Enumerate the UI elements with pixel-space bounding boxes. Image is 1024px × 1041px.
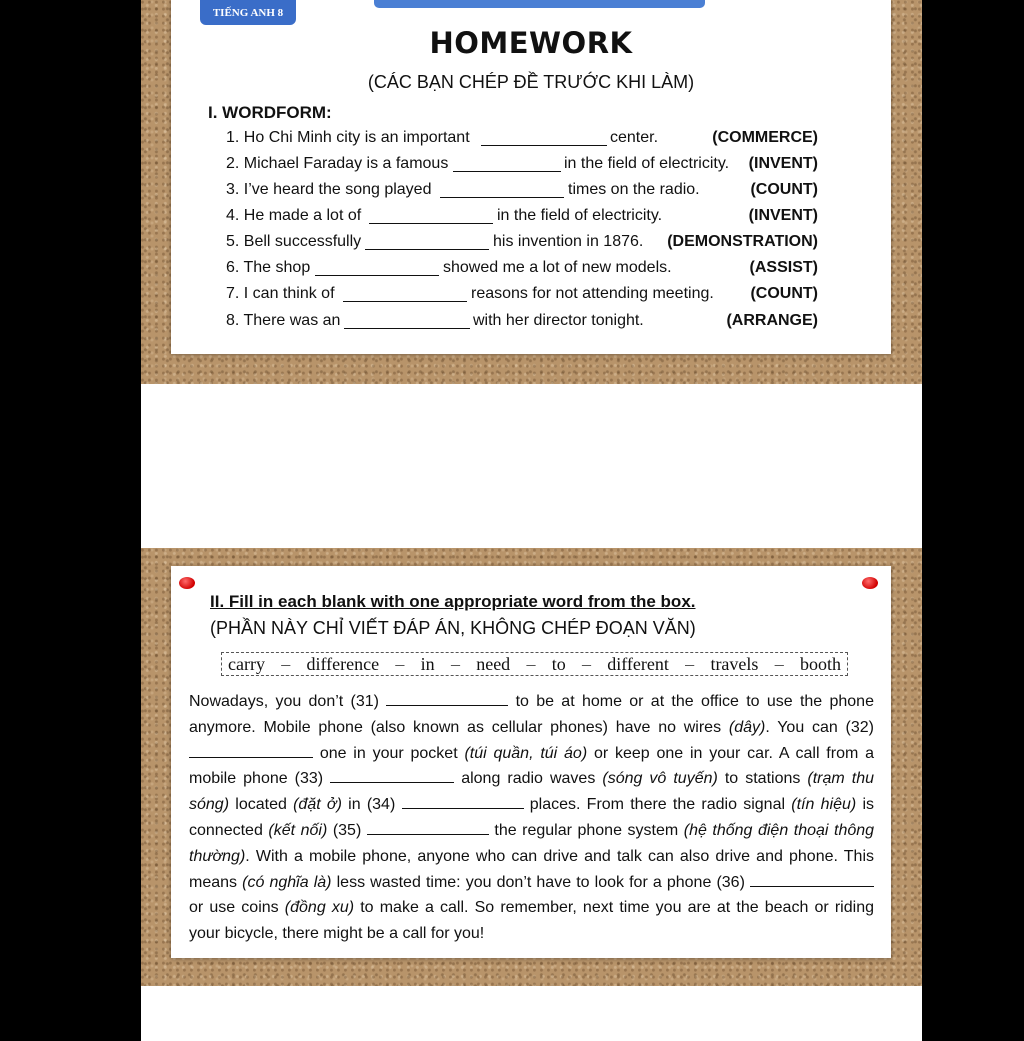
- passage-text: or use coins: [189, 899, 279, 917]
- root-word: (DEMONSTRATION): [667, 233, 818, 250]
- word-box: [221, 652, 848, 676]
- word-option: in: [420, 653, 435, 674]
- item-text-after: center.: [610, 129, 659, 146]
- vietnamese-gloss: (tín hiệu): [791, 796, 857, 814]
- passage-text: to stations: [724, 770, 801, 788]
- word-option: booth: [799, 653, 841, 674]
- pushpin-icon: [179, 577, 195, 589]
- passage-text: located: [235, 796, 287, 814]
- item-text-before: 3. I’ve heard the song played: [226, 181, 432, 198]
- item-text-after: reasons for not attending meeting.: [471, 285, 714, 302]
- root-word: (INVENT): [748, 207, 818, 224]
- answer-blank: [402, 794, 524, 809]
- header-bar: [374, 0, 705, 8]
- vietnamese-gloss: (túi quần, túi áo): [464, 744, 588, 762]
- vietnamese-gloss: (đặt ở): [293, 796, 342, 814]
- wordform-item: [226, 312, 818, 334]
- page-title: HOMEWORK: [429, 26, 633, 60]
- pushpin-icon: [862, 577, 878, 589]
- word-separator: –: [685, 653, 695, 674]
- answer-blank: [189, 743, 313, 758]
- item-text-before: 8. There was an: [226, 312, 341, 329]
- answer-blank: [344, 314, 470, 334]
- root-word: (INVENT): [748, 155, 818, 172]
- word-option: travels: [710, 653, 759, 674]
- answer-blank: [750, 872, 874, 887]
- passage-text: (35): [332, 821, 362, 839]
- root-word: (COMMERCE): [712, 129, 818, 146]
- word-option: carry: [228, 653, 265, 674]
- item-text-after: in the field of electricity.: [564, 155, 730, 172]
- answer-blank: [367, 820, 489, 835]
- passage-text: . With a mobile phone, anyone who can drive and talk can also drive and phone. This means: [189, 847, 874, 891]
- item-text-before: 2. Michael Faraday is a famous: [226, 155, 449, 172]
- passage-text: the regular phone system: [494, 821, 679, 839]
- item-text-before: 6. The shop: [226, 259, 311, 276]
- item-text-after: with her director tonight.: [473, 312, 644, 329]
- answer-blank: [453, 157, 561, 177]
- passage-text: Nowadays, you don’t (31): [189, 693, 379, 710]
- word-separator: –: [526, 653, 536, 674]
- answer-blank: [315, 261, 439, 281]
- item-text-before: 7. I can think of: [226, 285, 335, 302]
- wordform-item: [226, 181, 818, 203]
- item-text-after: in the field of electricity.: [497, 207, 663, 224]
- answer-blank: [440, 183, 564, 203]
- passage-text: or keep one in your car. A call from a mobile phone (33): [189, 744, 874, 788]
- word-option: to: [551, 653, 566, 674]
- passage-text: in (34): [348, 796, 396, 814]
- passage-text: is connected: [189, 796, 874, 839]
- vietnamese-gloss: (đồng xu): [284, 899, 355, 917]
- cloze-passage: [189, 689, 874, 947]
- word-option: need: [476, 653, 511, 674]
- passage-text: to be at home or at the office to use the phone anymore. Mobile phone (also known as cellular phones) have no wires: [189, 693, 874, 736]
- passage-text: to make a call. So remember, next time you are at the beach or riding your bicycle, there might be a call for you!: [189, 899, 874, 943]
- section-2-subheading: (PHẦN NÀY CHỈ VIẾT ĐÁP ÁN, KHÔNG CHÉP ĐOẠN VĂN): [210, 618, 696, 638]
- vietnamese-gloss: (kết nối): [268, 821, 328, 839]
- passage-text: places. From there the radio signal: [529, 796, 786, 814]
- item-text-after: his invention in 1876.: [493, 233, 644, 250]
- root-word: (ARRANGE): [726, 312, 818, 329]
- passage-text: less wasted time: you don’t have to look for a phone (36): [336, 873, 745, 891]
- answer-blank: [330, 768, 454, 783]
- word-separator: –: [450, 653, 460, 674]
- vietnamese-gloss: (hệ thống điện thoại thông thường): [189, 821, 875, 865]
- item-text-after: times on the radio.: [568, 181, 700, 198]
- passage-text: along radio waves: [461, 770, 596, 788]
- answer-blank: [343, 287, 467, 307]
- word-separator: –: [774, 653, 784, 674]
- word-separator: –: [582, 653, 591, 674]
- item-text-before: 4. He made a lot of: [226, 207, 362, 224]
- answer-blank: [369, 209, 493, 229]
- word-separator: –: [395, 653, 405, 674]
- root-word: (ASSIST): [749, 259, 818, 276]
- wordform-item: [226, 155, 818, 177]
- page-subtitle: (CÁC BẠN CHÉP ĐỀ TRƯỚC KHI LÀM): [367, 72, 695, 92]
- answer-blank: [481, 131, 607, 151]
- item-text-before: 5. Bell successfully: [226, 233, 362, 250]
- answer-blank: [386, 691, 508, 706]
- passage-text: one in your pocket: [319, 744, 458, 762]
- word-option: different: [607, 653, 669, 674]
- wordform-item: [226, 259, 818, 281]
- wordform-item: [226, 129, 818, 151]
- section-2-heading: II. Fill in each blank with one appropriate word from the box.: [210, 592, 696, 611]
- section-1-heading: I. WORDFORM:: [208, 103, 332, 122]
- wordform-item: [226, 233, 818, 255]
- word-option: difference: [306, 653, 380, 674]
- wordform-item: [226, 285, 818, 307]
- item-text-after: showed me a lot of new models.: [443, 259, 672, 276]
- vietnamese-gloss: (dây): [728, 718, 766, 736]
- vietnamese-gloss: (sóng vô tuyến): [602, 770, 718, 788]
- root-word: (COUNT): [750, 285, 818, 302]
- wordform-item: [226, 207, 818, 229]
- subject-tag: TIẾNG ANH 8: [200, 0, 296, 25]
- vietnamese-gloss: (trạm thu sóng): [189, 770, 875, 814]
- item-text-before: 1. Ho Chi Minh city is an important: [226, 129, 470, 146]
- answer-blank: [365, 235, 489, 255]
- passage-text: . You can (32): [765, 718, 874, 736]
- word-separator: –: [281, 653, 291, 674]
- vietnamese-gloss: (có nghĩa là): [242, 873, 332, 891]
- root-word: (COUNT): [750, 181, 818, 198]
